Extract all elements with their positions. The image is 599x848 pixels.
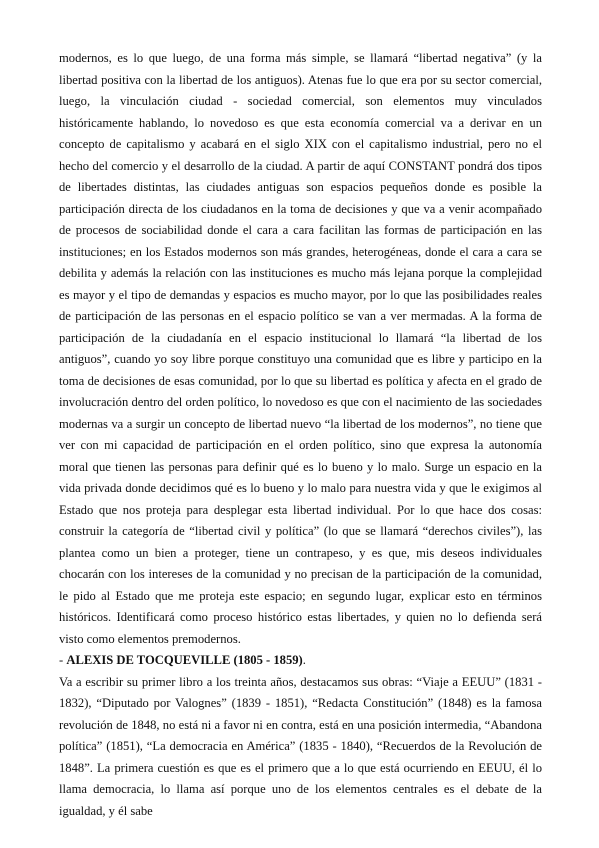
- section-heading: [59, 650, 542, 672]
- document-page: [59, 48, 542, 822]
- body-paragraph: modernos, es lo que luego, de una forma más simple, se llamará “libertad negativa” (y la libertad positiva con la libertad de los antiguos). Atenas fue lo que era por su sector comercial, luego, la vinculación ciudad - sociedad comercial, son elementos muy vinculados históricamente hablando, lo novedoso es que esta economía comercial va a derivar en un concepto de capitalismo y acabará en el siglo XIX con el capitalismo industrial, pero no el hecho del comercio y el desarrollo de la ciudad. A partir de aquí CONSTANT pondrá dos tipos de libertades distintas, las ciudades antiguas son espacios pequeños donde es posible la participación directa de los ciudadanos en la toma de decisiones y que va a venir acompañado de procesos de sociabilidad donde el cara a cara facilitan las formas de participación en las instituciones; en los Estados modernos son más grandes, heterogéneas, donde el cara a cara se debilita y además la relación con las instituciones es mucho más lejana porque la complejidad es mayor y el tipo de demandas y espacios es mucho mayor, por lo que las posibilidades reales de participación de las personas en el espacio político se van a ver mermadas. A la forma de participación de la ciudadanía en el espacio institucional lo llamará “la libertad de los antiguos”, cuando yo soy libre porque constituyo una comunidad que es libre y participo en la toma de decisiones de esas comunidad, por lo que su libertad es política y afecta en el grado de involucración dentro del orden político, lo novedoso es que con el nacimiento de las sociedades modernas va a surgir un concepto de libertad nuevo “la libertad de los modernos”, no tiene que ver con mi capacidad de participación en el orden político, sino que expresa la autonomía moral que tienen las personas para definir qué es lo bueno y lo malo. Surge un espacio en la vida privada donde decidimos qué es lo bueno y lo malo para nuestra vida y que le exigimos al Estado que nos proteja para desplegar esta libertad individual. Por lo que hace dos cosas: construir la categoría de “libertad civil y política” (lo que se llamará “derechos civiles”), las plantea como un bien a proteger, tiene un contrapeso, y es que, mis deseos individuales chocarán con los intereses de la comunidad y no precisan de la participación de la comunidad, le pido al Estado que me proteja este espacio; en segundo lugar, explicar esto en términos históricos. Identificará como proceso histórico estas libertades, y quien no lo defienda será visto como elementos premodernos.: [59, 51, 542, 646]
- heading-dash: -: [59, 653, 67, 667]
- body-paragraph: Va a escribir su primer libro a los treinta años, destacamos sus obras: “Viaje a EEUU” (1831 - 1832), “Diputado por Valognes” (1839 - 1851), “Redacta Constitución” (1848) es la famosa revolución de 1848, no está ni a favor ni en contra, está en una posición intermedia, “Abandona política” (1851), “La democracia en América” (1835 - 1840), “Recuerdos de la Revolución de 1848”. La primera cuestión es que es el primero que a lo que está ocurriendo en EEUU, él lo llama democracia, lo llama así porque uno de los elementos centrales es el debate de la igualdad, y él sabe: [59, 674, 542, 818]
- heading-title: ALEXIS DE TOCQUEVILLE (1805 - 1859): [66, 653, 303, 667]
- heading-period: .: [302, 653, 306, 667]
